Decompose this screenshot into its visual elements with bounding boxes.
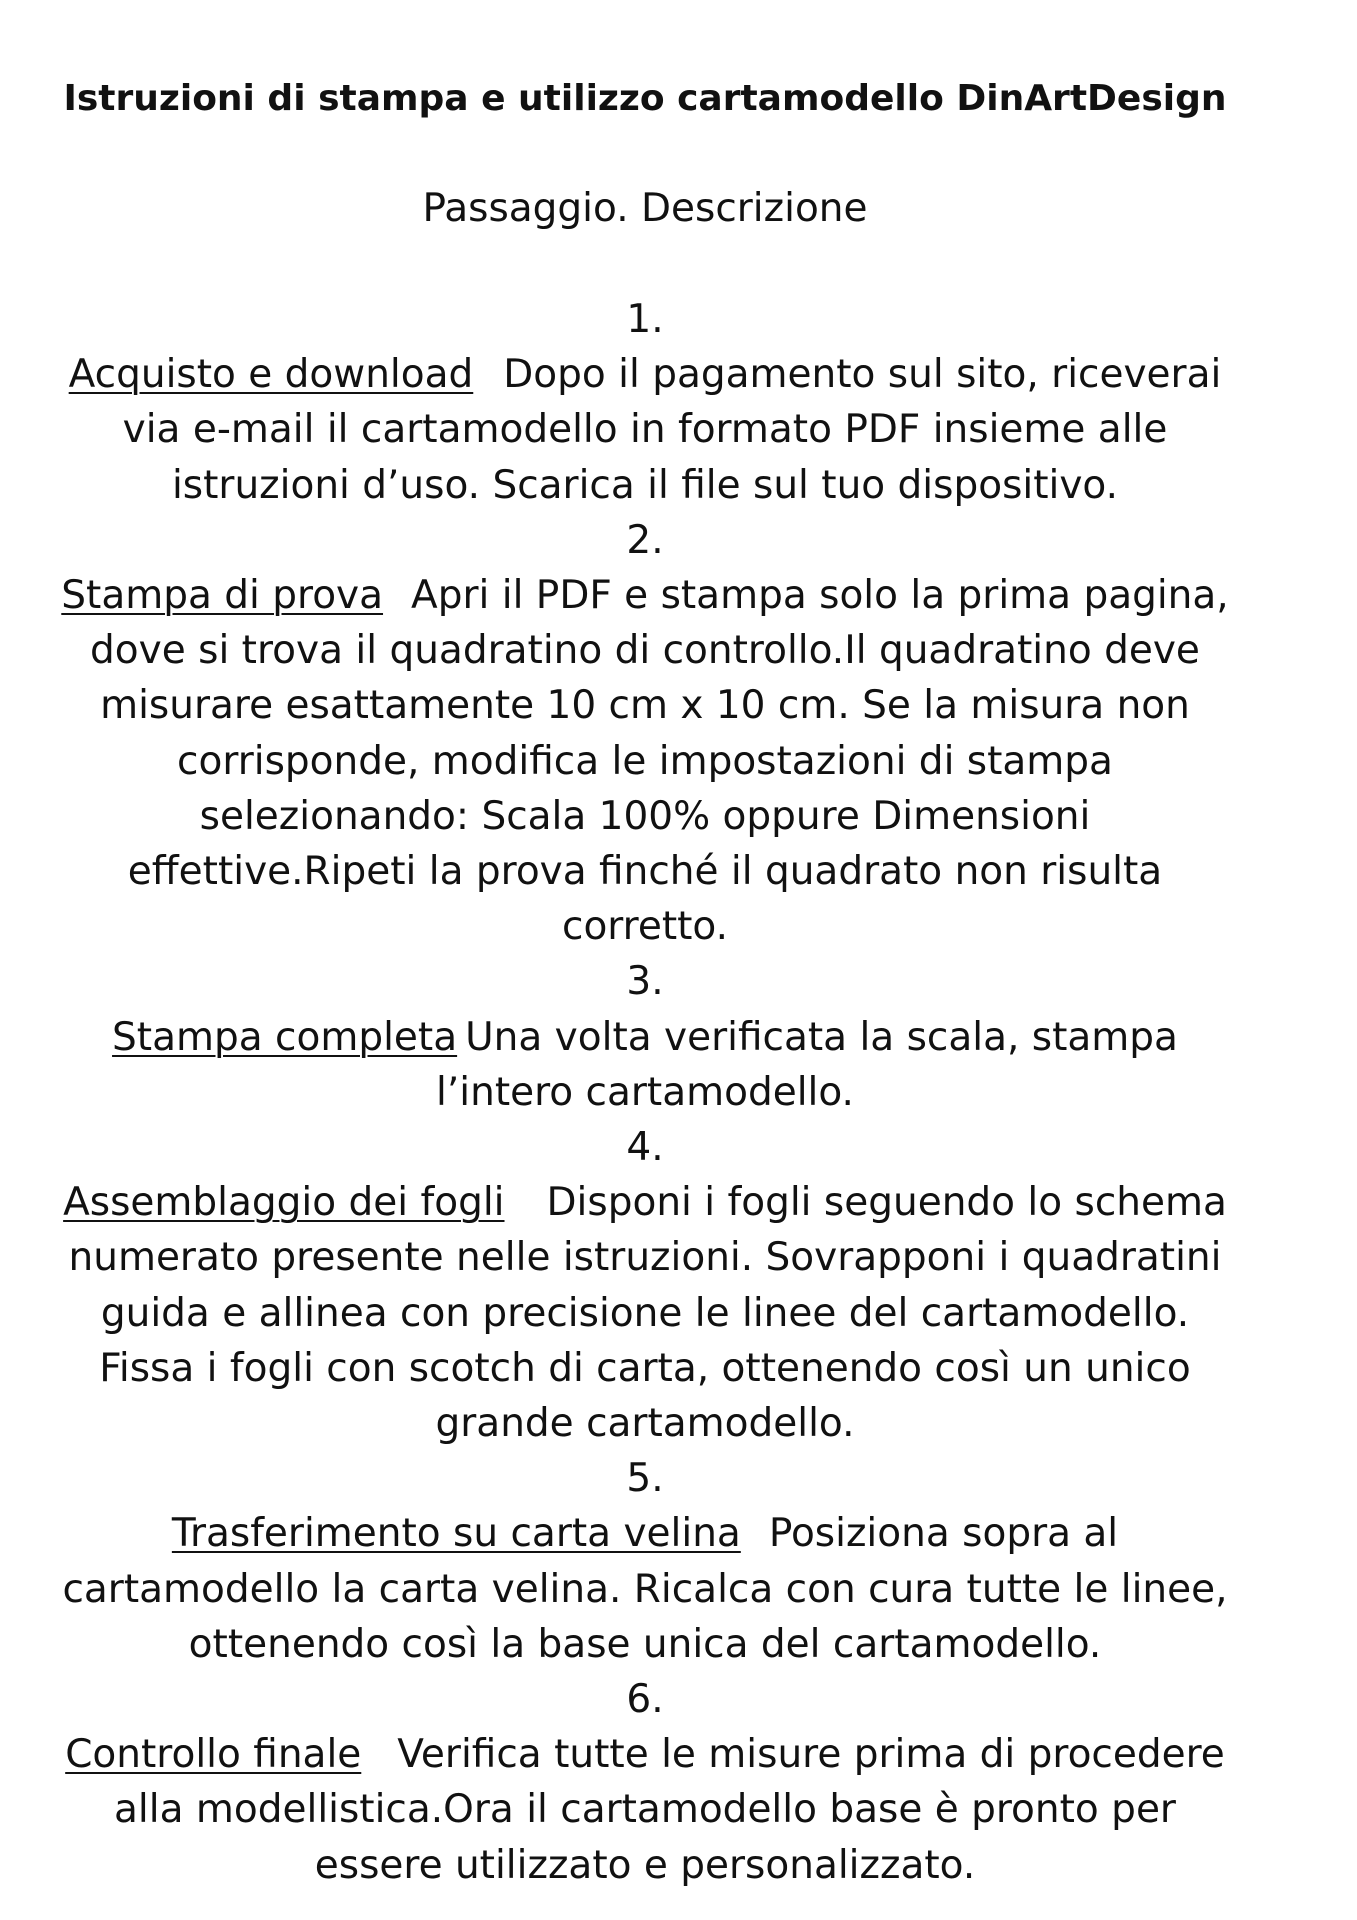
step-body	[60, 1175, 1230, 1451]
step-body	[60, 1010, 1230, 1120]
step-2	[60, 513, 1230, 955]
step-description: Disponi i fogli seguendo lo schema numerato presente nelle istruzioni. Sovrapponi i quadratini guida e allinea con precisione le linee del cartamodello. Fissa i fogli con scotch di carta, ottenendo così un unico grande cartamodello.	[68, 1180, 1227, 1447]
step-body	[60, 568, 1230, 954]
step-number: 1.	[626, 297, 664, 342]
step-title: Assemblaggio dei fogli	[63, 1180, 505, 1226]
step-number: 4.	[626, 1125, 664, 1171]
step-5	[60, 1451, 1230, 1672]
step-description: Una volta verificata la scala, stampa l’intero cartamodello.	[436, 1014, 1178, 1115]
document-subtitle: Passaggio. Descrizione	[422, 186, 868, 231]
step-3	[60, 954, 1230, 1120]
step-body	[60, 1506, 1230, 1672]
step-title: Controllo finale	[65, 1732, 362, 1778]
document-title: Istruzioni di stampa e utilizzo cartamodello DinArtDesign	[63, 78, 1227, 119]
step-title: Stampa di prova	[61, 573, 384, 619]
step-description: Apri il PDF e stampa solo la prima pagina, dove si trova il quadratino di controllo.Il quadratino deve misurare esattamente 10 cm x 10 cm. Se la misura non corrisponde, modifica le impostazioni di stampa selezionando: Scala 100% oppure Dimensioni effettive.Ripeti la prova finché il quadrato non risulta corretto.	[90, 573, 1229, 950]
step-title: Stampa completa	[112, 1014, 458, 1060]
step-body	[60, 1727, 1230, 1893]
step-description: Dopo il pagamento sul sito, riceverai via e-mail il cartamodello in formato PDF insieme alle istruzioni d’uso. Scarica il file sul tuo dispositivo.	[122, 352, 1222, 508]
step-number: 6.	[626, 1677, 664, 1723]
step-1	[60, 292, 1230, 513]
step-6	[60, 1672, 1230, 1893]
step-title: Trasferimento su carta velina	[171, 1511, 741, 1557]
step-description: Posiziona sopra al cartamodello la carta velina. Ricalca con cura tutte le linee, ottenendo così la base unica del cartamodello.	[62, 1511, 1228, 1667]
step-number: 2.	[626, 517, 664, 563]
step-body	[60, 347, 1230, 513]
step-number: 5.	[626, 1456, 664, 1502]
step-description: Verifica tutte le misure prima di procedere alla modellistica.Ora il cartamodello base è pronto per essere utilizzato e personalizzato.	[114, 1732, 1225, 1888]
step-4	[60, 1120, 1230, 1451]
steps-list	[60, 292, 1230, 1893]
step-number: 3.	[626, 959, 664, 1005]
step-title: Acquisto e download	[68, 352, 474, 398]
